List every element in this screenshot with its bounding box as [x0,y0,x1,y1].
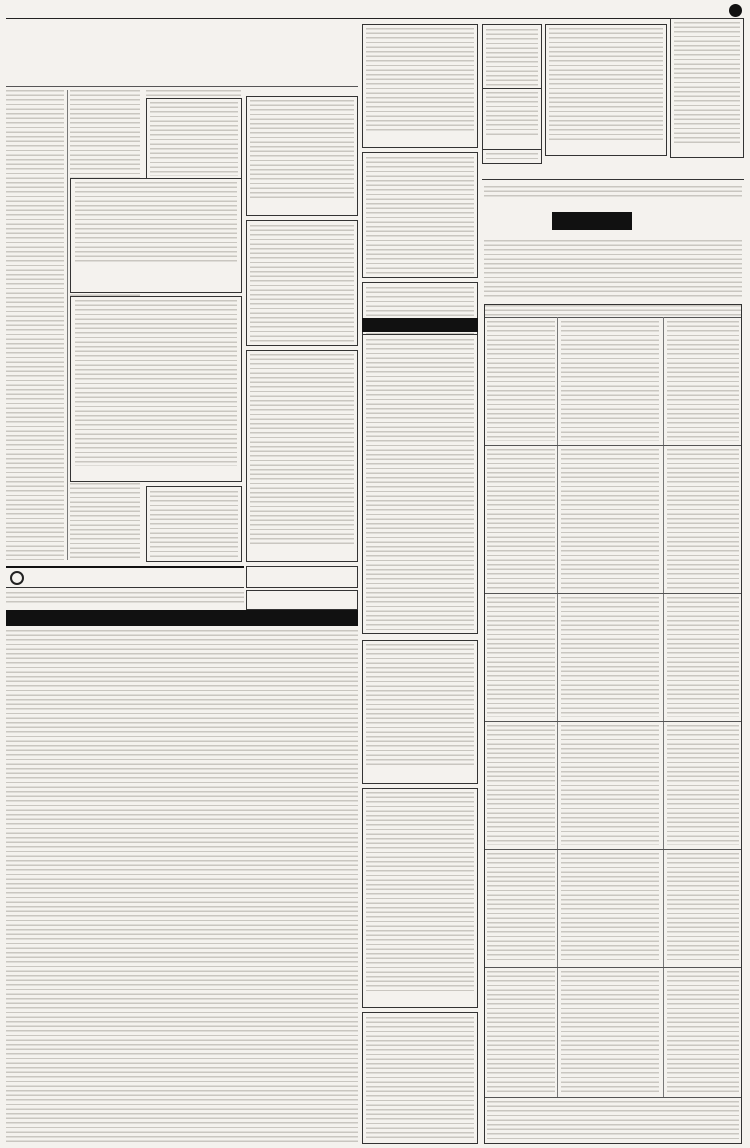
public-notice-box-right [545,24,667,156]
truhome-intro-text [484,240,742,300]
veefin-notice-title [6,610,358,626]
main-headline [6,24,358,84]
public-notice-box-1 [70,178,242,293]
public-notice-box-8 [246,590,358,610]
page-header [6,3,744,19]
jahir-suchana-box-4 [246,96,358,216]
veefin-banner [6,566,244,588]
jahir-suchana-box-6 [246,350,358,562]
jahir-suchana-box-8 [362,788,478,1008]
e-nivida-box [670,18,744,158]
news-column-second [70,90,140,180]
public-notice-box-9 [362,1012,478,1144]
jahir-suchana-box-7 [362,640,478,784]
public-notice-box-3 [362,152,478,278]
veefin-notice-body [6,630,358,1142]
veefin-address [6,592,244,606]
news-column-left [6,90,64,560]
jahir-suchana-box-5 [246,220,358,346]
sarvjanik-suchana-title [362,318,478,332]
jahir-suchana-box-1 [146,98,242,186]
truhome-header-text [484,186,742,200]
public-notice-box-7 [246,566,358,588]
public-notice-box-2 [362,24,478,148]
truhome-notice-title [552,212,632,230]
jahir-suchana-box-2 [70,296,242,482]
truhome-table [484,304,742,1144]
sarvjanik-suchana-box [362,334,478,634]
truhome-company-banner [482,162,744,180]
truhome-logo [482,200,552,240]
public-notice-box-5 [482,88,542,150]
page-number-badge [729,4,742,17]
jahir-suchana-box-3 [146,486,242,562]
veefin-logo-icon [10,571,24,585]
